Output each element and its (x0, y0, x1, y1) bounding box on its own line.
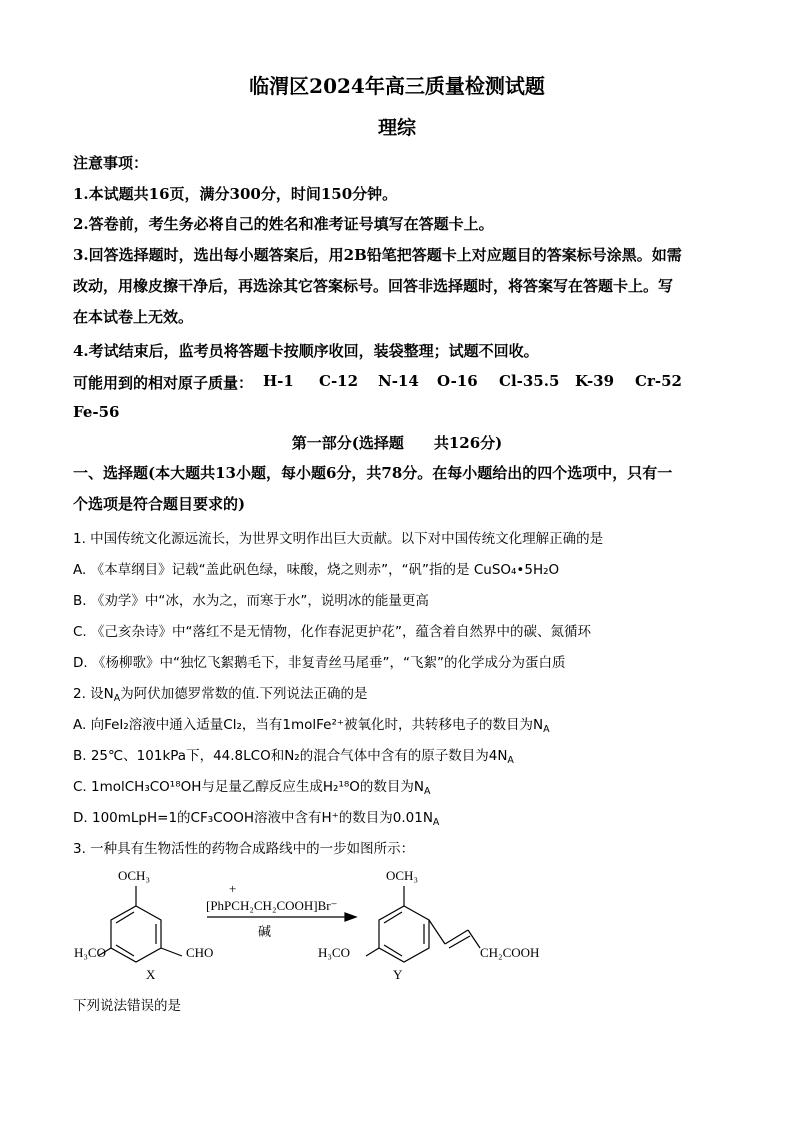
mass-cr: Cr-52 (635, 372, 682, 390)
exam-subject: 理综 (377, 117, 416, 139)
notice-item-4: 4.考试结束后，监考员将答题卡按顺序收回，装袋整理；试题不回收。 (73, 342, 539, 360)
q1-option-a: A. 《本草纲目》记载“盖此矾色绿，味酸，烧之则赤”，“矾”指的是 CuSO₄•5H₂O (73, 562, 560, 578)
reagent: [PhPCH₂CH₂COOH]Br⁻ (206, 898, 338, 913)
atomic-masses-label: 可能用到的相对原子质量： (73, 374, 254, 392)
q3-followup: 下列说法错误的是 (73, 998, 181, 1014)
molecule-x (98, 886, 182, 962)
notice-heading: 注意事项： (73, 154, 149, 172)
x-left-substituent: H₃CO (74, 945, 106, 960)
exam-title: 临渭区2024年高三质量检测试题 (249, 74, 545, 98)
compound-y-label: Y (393, 967, 403, 982)
part1-heading: 第一部分(选择题 共126分) (291, 434, 503, 452)
q2-option-a: A. 向FeI₂溶液中通入适量Cl₂，当有1molFe²⁺被氧化时，共转移电子的数目为$N_A$ (73, 717, 550, 735)
section-instructions-2: 个选项是符合题目要求的) (73, 495, 246, 513)
mass-h: H-1 (263, 372, 294, 390)
mass-cl: Cl-35.5 (499, 372, 560, 390)
mass-c: C-12 (319, 372, 359, 390)
notice-item-3-end: 在本试卷上无效。 (73, 308, 194, 326)
notice-item-3: 3.回答选择题时，选出每小题答案后，用2B铅笔把答题卡上对应题目的答案标号涂黑。如需 (73, 246, 682, 264)
notice-item-1: 1.本试题共16页，满分300分，时间150分钟。 (73, 185, 398, 203)
y-top-substituent: OCH₃ (386, 868, 418, 883)
x-top-substituent: OCH₃ (118, 868, 150, 883)
y-right-substituent: CH₂COOH (480, 945, 540, 960)
reaction-condition: 碱 (258, 924, 272, 939)
notice-item-3-cont: 改动，用橡皮擦干净后，再选涂其它答案标号。回答非选择题时，将答案写在答题卡上。写 (73, 277, 674, 295)
q1-stem: 1. 中国传统文化源远流长，为世界文明作出巨大贡献。以下对中国传统文化理解正确的是 (73, 531, 604, 547)
q1-option-b: B. 《劝学》中“冰，水为之，而寒于水”，说明冰的能量更高 (73, 593, 429, 609)
notice-item-2: 2.答卷前，考生务必将自己的姓名和准考证号填写在答题卡上。 (73, 215, 494, 233)
mass-n: N-14 (378, 372, 419, 390)
mass-fe: Fe-56 (73, 403, 120, 421)
y-left-substituent: H₃CO (318, 945, 350, 960)
x-right-substituent: CHO (186, 945, 214, 960)
q2-option-d: D. 100mLpH=1的CF₃COOH溶液中含有H⁺的数目为$0.01N_A$ (73, 810, 440, 828)
q1-option-c: C. 《己亥杂诗》中“落红不是无情物，化作春泥更护花”，蕴含着自然界中的碳、氮循环 (73, 624, 591, 640)
mass-o: O-16 (437, 372, 478, 390)
mass-k: K-39 (575, 372, 615, 390)
compound-x-label: X (146, 967, 156, 982)
q3-stem: 3. 一种具有生物活性的药物合成路线中的一步如图所示： (73, 841, 415, 857)
q2-option-c: C. 1molCH₃CO¹⁸OH与足量乙醇反应生成H₂¹⁸O的数目为$N_A$ (73, 779, 431, 797)
molecule-y (366, 886, 480, 962)
q2-stem: 2. 设$N_A$为阿伏加德罗常数的值.下列说法正确的是 (73, 686, 368, 704)
q2-option-b: B. 25℃、101kPa下，44.8LCO和N₂的混合气体中含有的原子数目为$4N_A$ (73, 748, 514, 766)
reaction-scheme (0, 860, 794, 1000)
reagent-charge: + (229, 881, 237, 896)
q1-option-d: D. 《杨柳歌》中“独忆飞絮鹅毛下，非复青丝马尾垂”，“飞絮”的化学成分为蛋白质 (73, 655, 566, 671)
reaction-arrow (207, 913, 356, 921)
section-instructions-1: 一、选择题(本大题共13小题，每小题6分，共78分。在每小题给出的四个选项中，只有一 (73, 464, 673, 482)
